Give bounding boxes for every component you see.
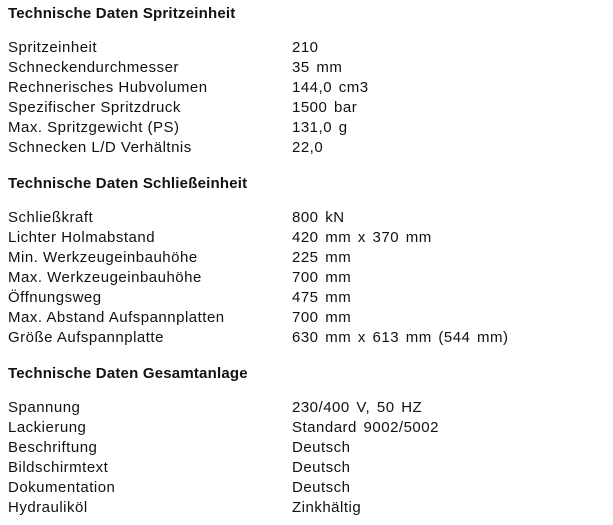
section-title: Technische Daten Schließeinheit [8,175,248,192]
spec-row [8,38,608,58]
spec-value: 225 mm [292,249,352,266]
spec-label: Größe Aufspannplatte [8,329,164,346]
spec-row [8,398,608,418]
spec-row [8,418,608,438]
spec-label: Dokumentation [8,479,116,496]
spec-value: 420 mm x 370 mm [292,229,432,246]
spec-row [8,268,608,288]
spec-value: 131,0 g [292,119,348,136]
spec-table [8,208,608,348]
spec-row [8,478,608,498]
spec-row [8,248,608,268]
spec-value: 700 mm [292,269,352,286]
spec-label: Min. Werkzeugeinbauhöhe [8,249,198,266]
spec-row [8,208,608,228]
spec-label: Lackierung [8,419,87,436]
spec-row [8,458,608,478]
spec-label: Spannung [8,399,81,416]
spec-value: Deutsch [292,459,351,476]
spec-row [8,98,608,118]
spec-row [8,118,608,138]
spec-row [8,78,608,98]
spec-value: 475 mm [292,289,352,306]
spec-label: Max. Werkzeugeinbauhöhe [8,269,202,286]
spec-label: Öffnungsweg [8,289,102,306]
spec-value: 700 mm [292,309,352,326]
spec-label: Rechnerisches Hubvolumen [8,79,208,96]
spec-table [8,38,608,158]
spec-row [8,328,608,348]
spec-value: 630 mm x 613 mm (544 mm) [292,329,509,346]
spec-value: Deutsch [292,439,351,456]
spec-label: Max. Abstand Aufspannplatten [8,309,225,326]
section-schliesseinheit [8,174,608,348]
spec-table [8,398,608,518]
spec-row [8,498,608,518]
spec-value: Standard 9002/5002 [292,419,439,436]
spec-label: Schneckendurchmesser [8,59,179,76]
spec-row [8,438,608,458]
spec-row [8,288,608,308]
spec-value: 230/400 V, 50 HZ [292,399,423,416]
spec-value: 1500 bar [292,99,358,116]
spec-label: Bildschirmtext [8,459,109,476]
spec-label: Hydrauliköl [8,499,88,516]
section-title: Technische Daten Spritzeinheit [8,5,236,22]
section-gesamtanlage [8,364,608,518]
spec-value: 210 [292,39,319,56]
spec-value: 35 mm [292,59,343,76]
spec-label: Max. Spritzgewicht (PS) [8,119,180,136]
spec-label: Spezifischer Spritzdruck [8,99,181,116]
spec-label: Schnecken L/D Verhältnis [8,139,192,156]
spec-row [8,138,608,158]
section-title: Technische Daten Gesamtanlage [8,365,248,382]
spec-value: Deutsch [292,479,351,496]
spec-value: Zinkhältig [292,499,362,516]
spec-label: Beschriftung [8,439,98,456]
spec-value: 144,0 cm3 [292,79,369,96]
spec-value: 800 kN [292,209,345,226]
spec-row [8,308,608,328]
spec-label: Schließkraft [8,209,94,226]
spec-label: Lichter Holmabstand [8,229,156,246]
spec-row [8,58,608,78]
spec-value: 22,0 [292,139,324,156]
spec-row [8,228,608,248]
section-spritzeinheit [8,4,608,158]
spec-label: Spritzeinheit [8,39,98,56]
